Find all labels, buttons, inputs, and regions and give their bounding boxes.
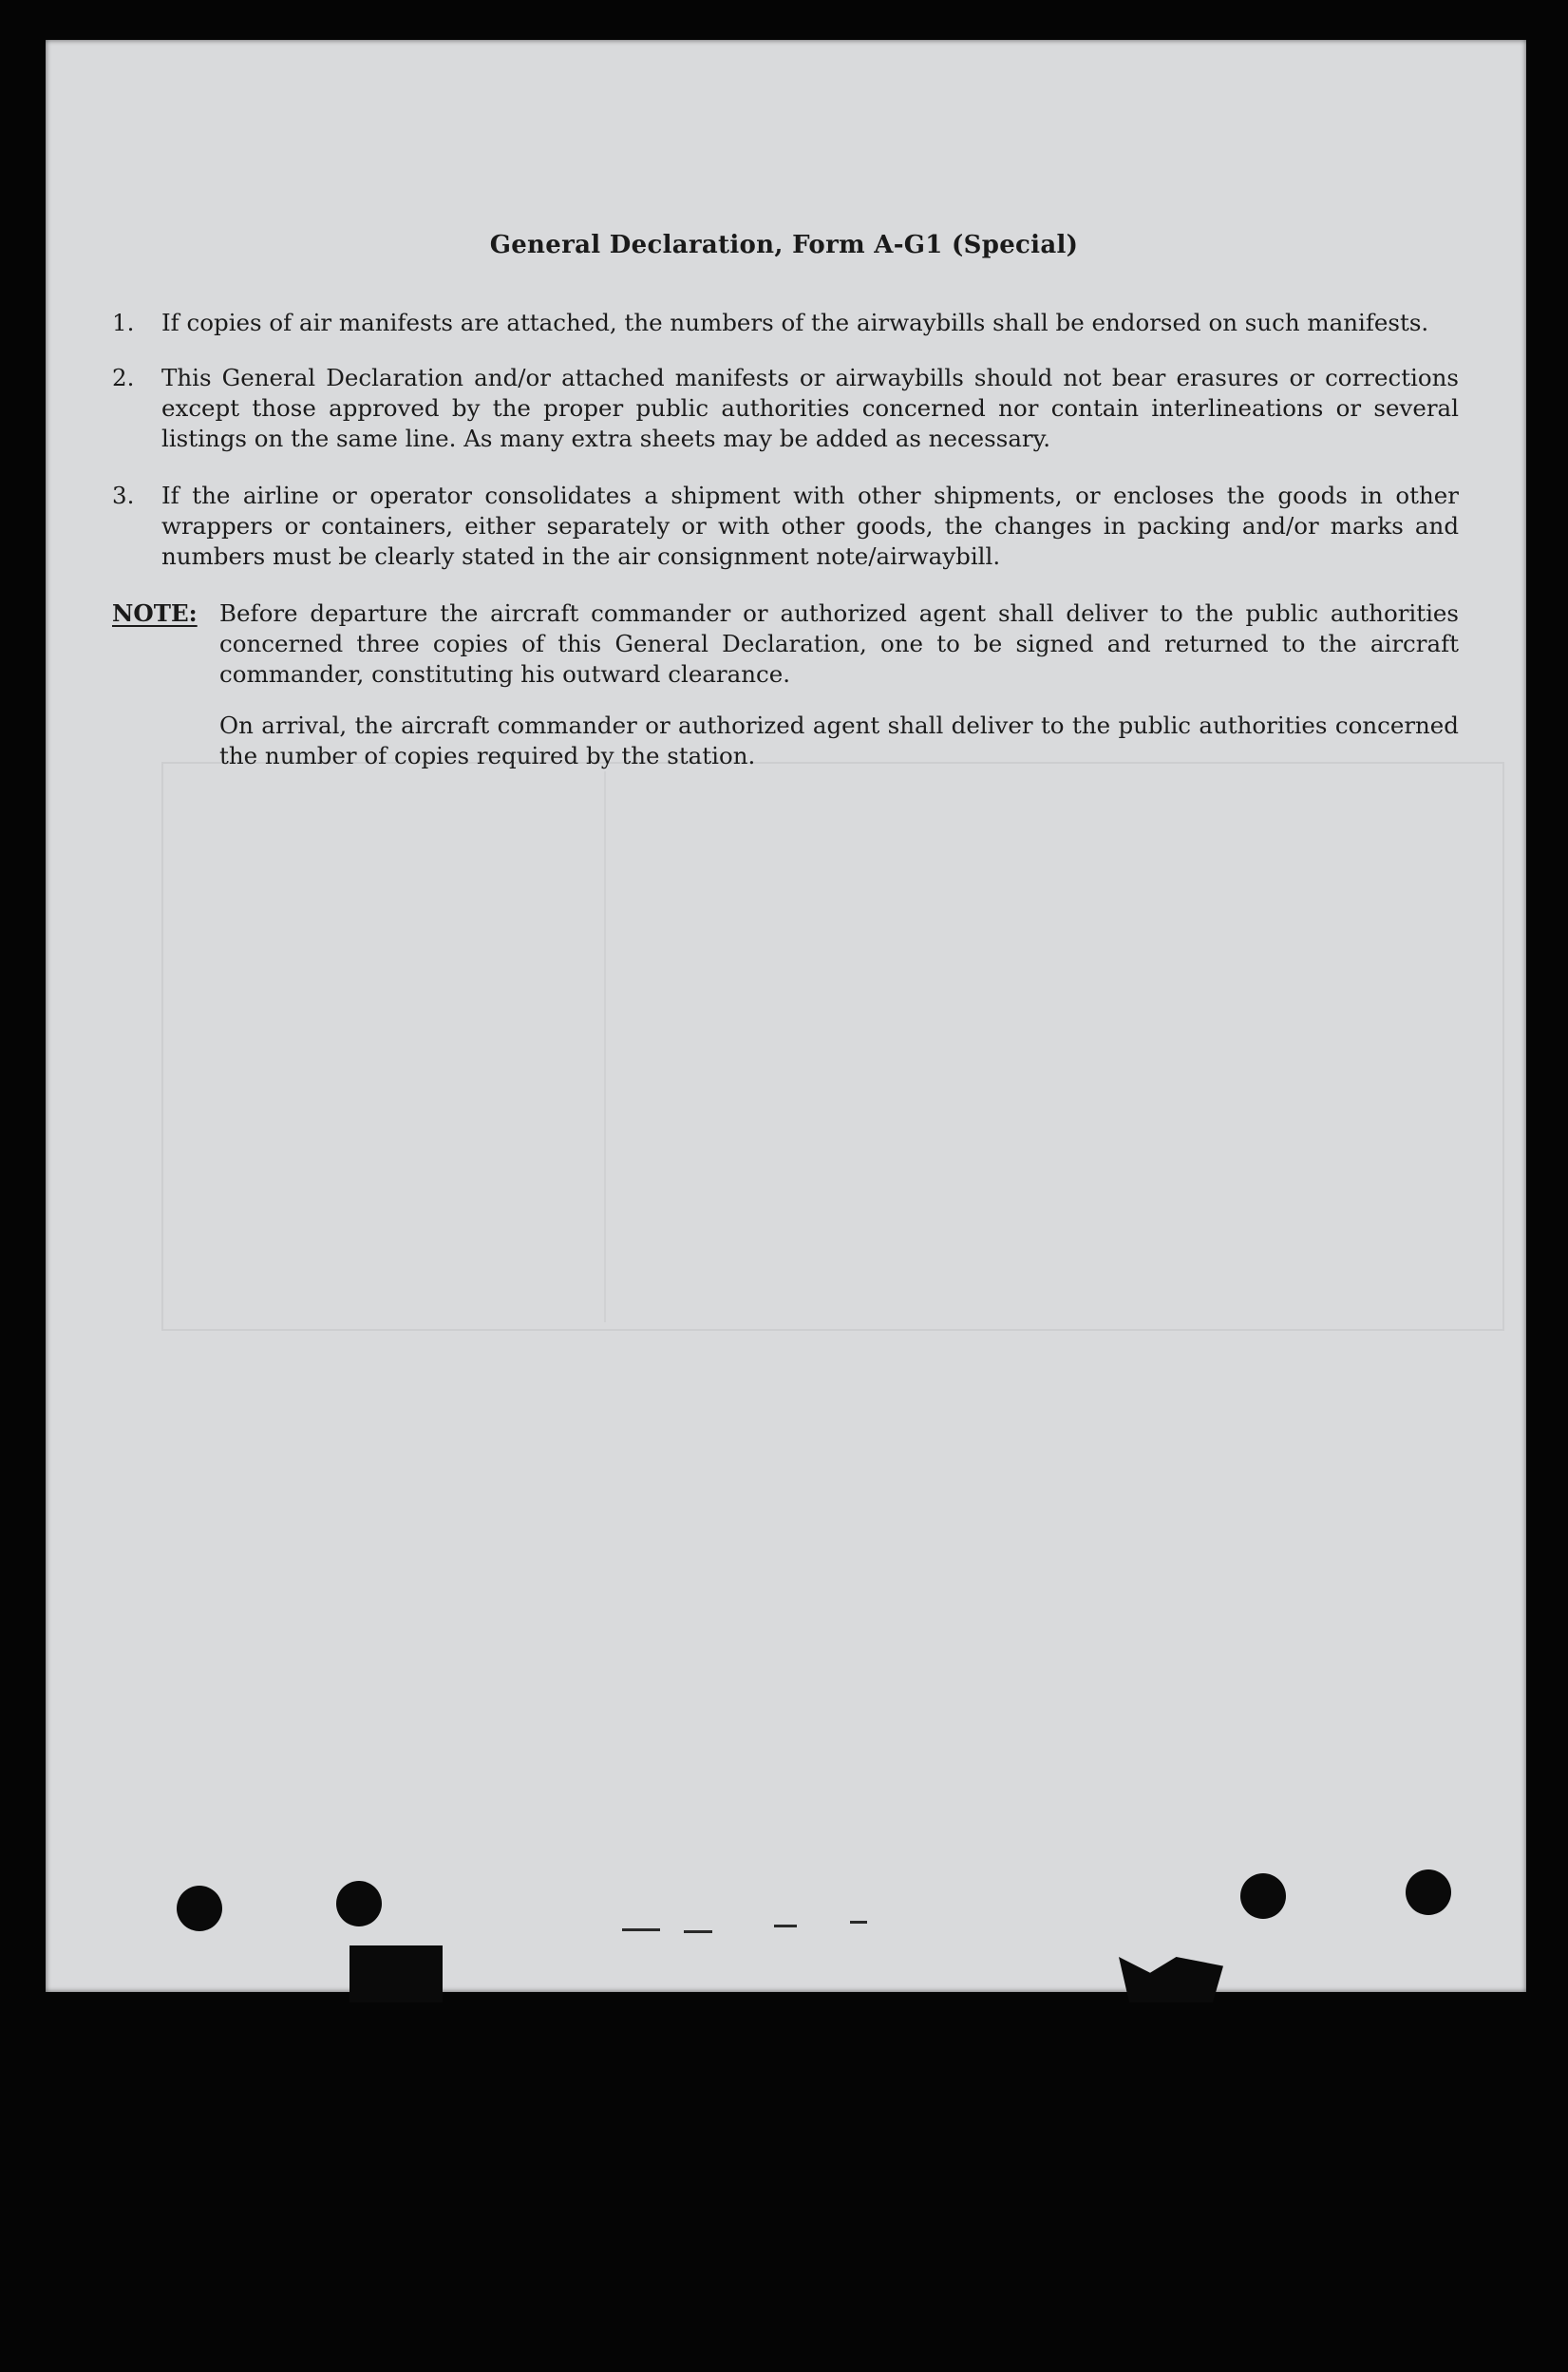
- scan-mark: [622, 1928, 660, 1931]
- list-item-3: [112, 481, 1461, 572]
- binder-hole: [1240, 1873, 1286, 1919]
- binder-hole: [1406, 1869, 1451, 1915]
- scan-mark: [850, 1921, 867, 1924]
- scan-mark: [774, 1925, 797, 1927]
- note-paragraph-1: Before departure the aircraft commander or authorized agent shall deliver to the public authorities concerned three copies of this General Declaration, one to be signed and returned to the aircraft commander, constituting his outward clearance.: [219, 599, 1459, 688]
- bleed-through-form-divider: [604, 771, 606, 1322]
- note-paragraph-2: On arrival, the aircraft commander or authorized agent shall deliver to the public authorities concerned the number of copies required by the station.: [219, 712, 1459, 769]
- list-item-number: 2.: [112, 364, 135, 391]
- scan-mark: [684, 1930, 712, 1933]
- document-title: General Declaration, Form A-G1 (Special): [489, 231, 1079, 259]
- binder-hole: [336, 1881, 382, 1926]
- list-item-text: If copies of air manifests are attached, the numbers of the airwaybills shall be endorsed on such manifests.: [161, 309, 1429, 336]
- list-item-text: If the airline or operator consolidates a shipment with other shipments, or encloses the goods in other wrappers or containers, either separately or with other goods, the changes in packing and/or marks and numbers must be clearly stated in the air consignment note/airwaybill.: [161, 482, 1459, 570]
- bleed-through-form-box: [161, 762, 1504, 1331]
- note-label: NOTE:: [112, 599, 198, 627]
- list-item-number: 1.: [112, 309, 135, 336]
- list-item-number: 3.: [112, 482, 135, 509]
- binder-hole: [177, 1886, 222, 1931]
- note-section: [112, 598, 1461, 771]
- list-item-2: [112, 363, 1461, 454]
- list-item-text: This General Declaration and/or attached manifests or airwaybills should not bear erasures or corrections except those approved by the proper public authorities concerned nor contain interlineations or several listings on the same line. As many extra sheets may be added as necessary.: [161, 364, 1459, 452]
- binding-tab: [349, 1945, 443, 2002]
- list-item-1: [112, 308, 1461, 338]
